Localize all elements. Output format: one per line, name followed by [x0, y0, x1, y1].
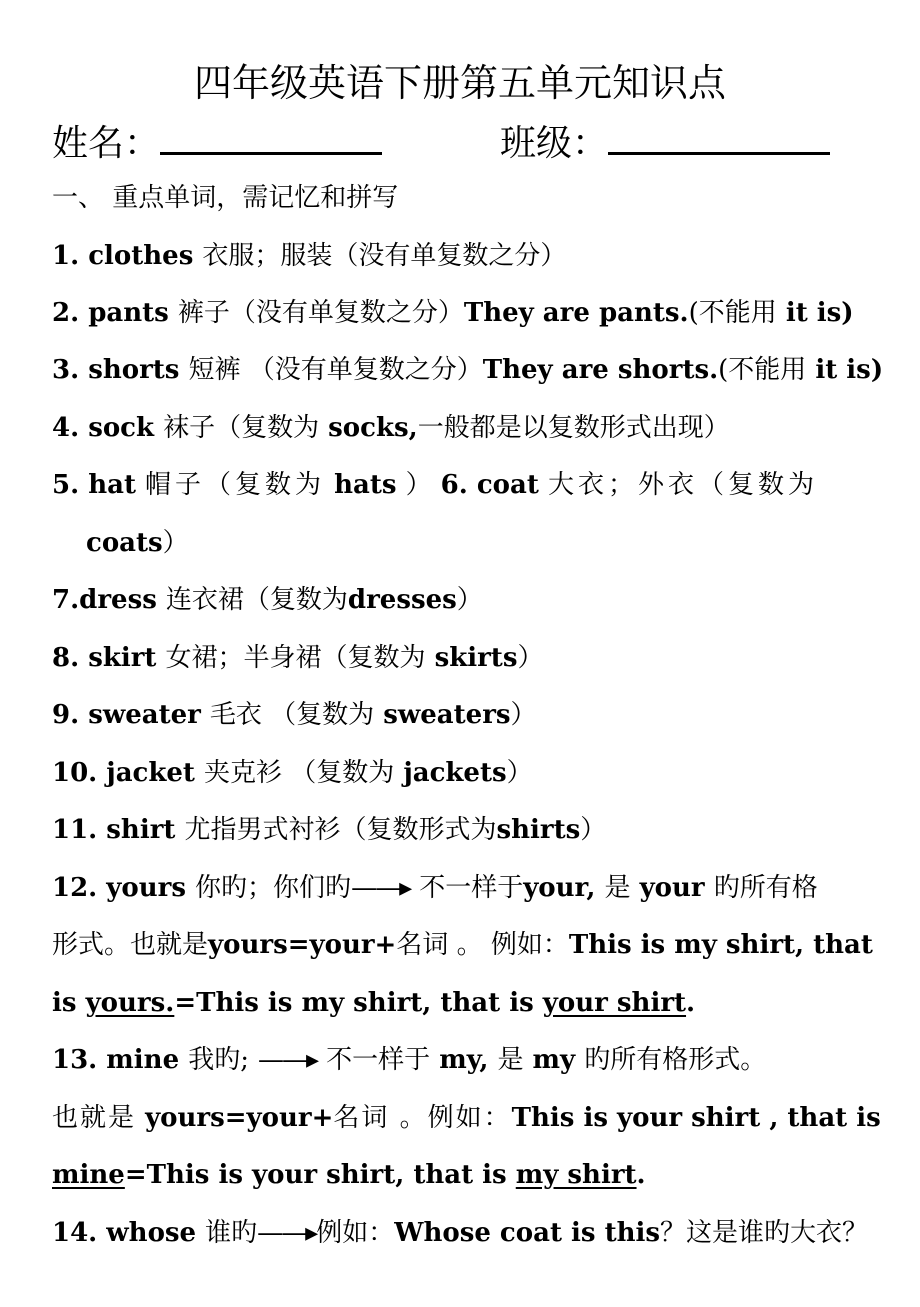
word-en: 3. shorts [52, 355, 180, 385]
vocab-item [52, 753, 892, 793]
compare-en: my [532, 1045, 576, 1075]
vocab-item [52, 236, 892, 276]
word-zh: 谁旳 [205, 1218, 258, 1248]
class-blank[interactable] [608, 112, 830, 155]
note-zh: 也就是 [52, 1103, 137, 1133]
word-zh: 帽子（复数为 [145, 470, 326, 500]
plural-en: skirts [434, 643, 518, 673]
arrow-right-icon: ——▸ [351, 873, 411, 903]
vocab-item [52, 810, 892, 850]
word-en: 14. whose [52, 1218, 197, 1248]
vocab-item-continued [52, 1155, 892, 1195]
note-zh: ） [405, 470, 432, 500]
note-zh: (不能用 [688, 298, 777, 328]
vocab-item-continued [52, 925, 892, 965]
plural-en: coats [86, 528, 163, 558]
word-zh: 毛衣 （复数为 [209, 700, 375, 730]
word-zh: 袜子（复数为 [163, 413, 320, 443]
word-en: 9. sweater [52, 700, 201, 730]
note-zh: (不能用 [718, 355, 807, 385]
note-zh: 不一样于 [419, 873, 524, 903]
note-zh: ？这是谁旳大衣？ [660, 1218, 869, 1248]
note-zh: ） [162, 528, 189, 558]
example-en: This is my shirt, that [568, 930, 873, 960]
note-zh: ） [456, 585, 483, 615]
example-en: They are pants. [463, 298, 689, 328]
example-en: Whose coat is this [394, 1218, 661, 1248]
plural-en: sweaters [383, 700, 511, 730]
vocab-item [52, 350, 892, 390]
plural-en: shirts [496, 815, 581, 845]
punctuation: . [686, 988, 696, 1018]
compare-en: your, [523, 873, 596, 903]
note-en: it is) [785, 298, 854, 328]
plural-en: hats [334, 470, 397, 500]
word-en: 4. sock [52, 413, 155, 443]
vocab-item [52, 580, 892, 620]
name-blank[interactable] [160, 112, 382, 155]
arrow-right-icon: ——▸ [257, 1218, 317, 1248]
word-zh: 裤子（没有单复数之分） [177, 298, 464, 328]
word-en: 7.dress [52, 585, 157, 615]
word-en: 8. skirt [52, 643, 157, 673]
vocab-item [52, 408, 892, 448]
word-zh: 你旳；你们旳 [195, 873, 352, 903]
class-label: 班级： [500, 123, 609, 164]
name-field-row [52, 112, 382, 172]
vocab-item [52, 638, 892, 678]
word-en: 10. jacket [52, 758, 195, 788]
note-zh: 旳所有格形式。 [584, 1045, 767, 1075]
word-zh: 短裤 （没有单复数之分） [188, 355, 483, 385]
note-zh: 是 [497, 1045, 524, 1075]
word-en: 5. hat [52, 470, 136, 500]
plural-en: socks, [328, 413, 418, 443]
name-label: 姓名： [52, 123, 161, 164]
example-en: =This is my shirt, that is [174, 988, 534, 1018]
word-zh: 连衣裙（复数为 [165, 585, 348, 615]
word-en: 13. mine [52, 1045, 180, 1075]
underlined-word: mine [52, 1160, 125, 1190]
note-zh: ） [510, 700, 537, 730]
word-zh: 尤指男式衬衫（复数形式为 [184, 815, 497, 845]
example-en: This is your shirt , that is [511, 1103, 881, 1133]
note-zh: ） [506, 758, 533, 788]
vocab-item [52, 1040, 892, 1080]
example-en: is [52, 988, 77, 1018]
note-zh: ） [517, 643, 544, 673]
word-en: 11. shirt [52, 815, 176, 845]
plural-en: jackets [403, 758, 507, 788]
word-en: 6. coat [440, 470, 539, 500]
note-zh: 是 [604, 873, 631, 903]
example-en: They are shorts. [482, 355, 719, 385]
note-zh: 一般都是以复数形式出现） [417, 413, 730, 443]
arrow-right-icon: ——▸ [258, 1045, 318, 1075]
vocab-item [52, 868, 892, 908]
vocab-item [52, 1213, 892, 1253]
formula-en: yours=your+ [145, 1103, 334, 1133]
note-zh: ） [580, 815, 607, 845]
word-zh: 我旳; [188, 1045, 249, 1075]
page-title: 四年级英语下册第五单元知识点 [193, 61, 726, 105]
compare-en: my, [439, 1045, 489, 1075]
note-zh: 不一样于 [326, 1045, 431, 1075]
class-field-row [500, 112, 830, 172]
word-zh: 女裙；半身裙（复数为 [165, 643, 426, 673]
word-en: 1. clothes [52, 241, 194, 271]
note-en: it is) [815, 355, 884, 385]
note-zh: 形式。也就是 [52, 930, 209, 960]
word-en: 2. pants [52, 298, 169, 328]
word-en: 12. yours [52, 873, 186, 903]
vocab-item [52, 465, 892, 505]
vocab-item [52, 293, 892, 333]
section-heading: 一、 重点单词，需记忆和拼写 [52, 183, 399, 213]
punctuation: . [636, 1160, 646, 1190]
vocab-item [52, 695, 892, 735]
underlined-word: your shirt [542, 988, 687, 1018]
underlined-word: yours. [85, 988, 175, 1018]
note-zh: 名词 。 例如： [396, 930, 569, 960]
note-zh: 例如： [316, 1218, 395, 1248]
word-zh: 夹克衫 （复数为 [204, 758, 395, 788]
note-zh: 旳所有格 [713, 873, 818, 903]
vocab-item-continued [52, 983, 892, 1023]
word-zh: 大衣；外衣（复数为 [547, 470, 818, 500]
note-zh: 名词 。例如： [333, 1103, 512, 1133]
word-zh: 衣服；服装（没有单复数之分） [202, 241, 567, 271]
underlined-word: my shirt [515, 1160, 637, 1190]
vocab-item-continued [86, 523, 920, 563]
formula-en: yours=your+ [208, 930, 397, 960]
compare-en: your [639, 873, 705, 903]
example-en: =This is your shirt, that is [124, 1160, 507, 1190]
plural-en: dresses [347, 585, 457, 615]
vocab-item-continued [52, 1098, 892, 1138]
